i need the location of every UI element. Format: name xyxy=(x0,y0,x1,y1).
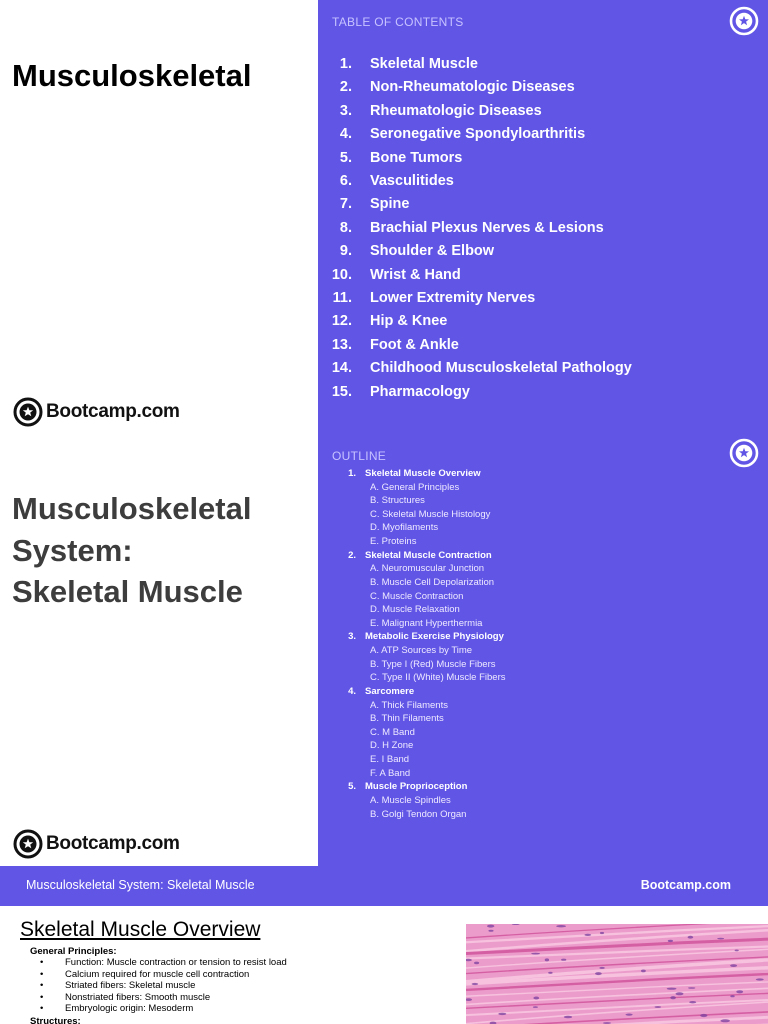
outline-section-number: 2. xyxy=(348,549,356,561)
bullet-item xyxy=(40,980,440,991)
outline-subitem: A. ATP Sources by Time xyxy=(370,645,473,657)
structures-heading: Structures: xyxy=(30,1016,81,1024)
toc-item[interactable] xyxy=(318,103,768,123)
bullet-text: Nonstriated fibers: Smooth muscle xyxy=(65,991,211,1003)
outline-subitem: C. Muscle Contraction xyxy=(370,590,464,602)
toc-item-number: 11. xyxy=(332,290,352,306)
outline-section xyxy=(318,468,768,481)
toc-item[interactable] xyxy=(318,150,768,170)
outline-section xyxy=(318,631,768,644)
outline-section-title: Skeletal Muscle Contraction xyxy=(365,549,492,561)
toc-item-label: Rheumatologic Diseases xyxy=(370,102,542,119)
logo-text: Bootcamp.com xyxy=(46,401,180,422)
outline-section-title: Skeletal Muscle Overview xyxy=(365,468,481,479)
outline-section-title: Muscle Proprioception xyxy=(365,781,468,793)
outline-section-number: 5. xyxy=(348,781,356,793)
outline-subitem: B. Muscle Cell Depolarization xyxy=(370,576,495,588)
toc-item-label: Skeletal Muscle xyxy=(370,56,478,72)
toc-item-label: Foot & Ankle xyxy=(370,336,459,353)
outline-subitem: F. A Band xyxy=(370,767,411,779)
outline-subitem: C. Skeletal Muscle Histology xyxy=(370,508,491,520)
outline-heading: OUTLINE xyxy=(332,449,387,463)
outline-section xyxy=(318,781,768,794)
outline-section-number: 1. xyxy=(348,468,356,479)
toc-heading: TABLE OF CONTENTS xyxy=(332,15,464,29)
toc-item-label: Pharmacology xyxy=(370,383,470,400)
star-circle-icon xyxy=(13,829,43,859)
toc-panel xyxy=(318,0,768,433)
toc-item-label: Spine xyxy=(370,196,410,213)
bullet-dot: • xyxy=(40,980,44,992)
bullet-text: Striated fibers: Skeletal muscle xyxy=(65,980,196,992)
bullet-text: Embryologic origin: Mesoderm xyxy=(65,1003,194,1015)
star-badge-icon xyxy=(729,6,759,36)
toc-item-label: Non-Rheumatologic Diseases xyxy=(370,79,575,96)
bootcamp-logo xyxy=(13,829,180,859)
footer-document-title: Musculoskeletal System: Skeletal Muscle xyxy=(26,878,255,892)
toc-item[interactable] xyxy=(318,56,768,76)
footer-site-name: Bootcamp.com xyxy=(640,878,731,892)
outline-panel xyxy=(318,433,768,866)
outline-section xyxy=(318,550,768,563)
outline-list xyxy=(318,468,768,858)
bullet-item xyxy=(40,969,440,980)
toc-item-number: 10. xyxy=(331,266,352,283)
toc-item[interactable] xyxy=(318,384,768,404)
toc-item-number: 6. xyxy=(339,173,352,189)
toc-item[interactable] xyxy=(318,220,768,240)
toc-item[interactable] xyxy=(318,243,768,263)
toc-item[interactable] xyxy=(318,337,768,357)
toc-item-label: Hip & Knee xyxy=(370,313,448,330)
histology-image xyxy=(466,924,768,1024)
toc-item-number: 4. xyxy=(339,126,352,143)
bullet-dot: • xyxy=(40,968,44,980)
toc-item[interactable] xyxy=(318,313,768,333)
bullet-dot: • xyxy=(40,957,44,968)
outline-subitem: C. Type II (White) Muscle Fibers xyxy=(370,672,506,684)
toc-item-number: 3. xyxy=(339,102,352,119)
toc-item-number: 1. xyxy=(339,56,352,72)
outline-subitem: A. Muscle Spindles xyxy=(370,794,451,806)
toc-item-label: Seronegative Spondyloarthritis xyxy=(370,126,586,143)
outline-subitem: C. M Band xyxy=(370,726,415,738)
toc-item-label: Wrist & Hand xyxy=(370,266,461,283)
bullet-item xyxy=(40,1003,440,1014)
bullet-text: Function: Muscle contraction or tension to resist load xyxy=(65,957,287,968)
toc-item-label: Bone Tumors xyxy=(370,149,463,166)
cover-title: Musculoskeletal xyxy=(12,58,252,93)
bootcamp-logo xyxy=(13,397,180,427)
toc-item-label: Lower Extremity Nerves xyxy=(370,290,536,306)
toc-item-number: 9. xyxy=(339,243,352,260)
star-badge-icon xyxy=(729,438,759,468)
outline-subitem: D. Muscle Relaxation xyxy=(370,604,460,616)
outline-subitem: E. Proteins xyxy=(370,536,417,548)
outline-section-title: Sarcomere xyxy=(365,685,415,697)
toc-item[interactable] xyxy=(318,79,768,99)
outline-subitem: D. Myofilaments xyxy=(370,522,439,534)
toc-item-number: 14. xyxy=(331,360,352,377)
outline-subitem: A. General Principles xyxy=(370,481,460,493)
outline-subitem: E. Malignant Hyperthermia xyxy=(370,617,483,629)
section-title-line1: Musculoskeletal xyxy=(12,491,252,526)
outline-subitem: A. Thick Filaments xyxy=(370,699,448,711)
outline-subitem: E. I Band xyxy=(370,754,410,766)
toc-item[interactable] xyxy=(318,290,768,310)
toc-item[interactable] xyxy=(318,173,768,193)
toc-item[interactable] xyxy=(318,360,768,380)
toc-item-number: 8. xyxy=(339,219,352,236)
page-title: Skeletal Muscle Overview xyxy=(20,918,261,941)
toc-item-label: Vasculitides xyxy=(370,173,454,189)
content-page xyxy=(0,906,768,1024)
footer-bar xyxy=(0,866,768,906)
outline-section-number: 4. xyxy=(348,685,356,697)
toc-item-number: 13. xyxy=(331,336,352,353)
toc-item-number: 5. xyxy=(339,149,352,166)
section-title-line2: System: xyxy=(12,533,133,568)
toc-item[interactable] xyxy=(318,196,768,216)
bullet-dot: • xyxy=(40,1003,44,1015)
outline-subitem: D. H Zone xyxy=(370,740,414,752)
star-circle-icon xyxy=(13,397,43,427)
outline-section-title: Metabolic Exercise Physiology xyxy=(365,631,504,643)
toc-item-number: 2. xyxy=(339,79,352,96)
outline-subitem: B. Type I (Red) Muscle Fibers xyxy=(370,658,496,670)
logo-text: Bootcamp.com xyxy=(46,833,180,854)
slide-cover xyxy=(0,0,318,433)
toc-item-number: 15. xyxy=(331,383,352,400)
outline-subitem: B. Golgi Tendon Organ xyxy=(370,808,467,820)
toc-item-label: Childhood Musculoskeletal Pathology xyxy=(370,360,632,377)
bullet-dot: • xyxy=(40,991,44,1003)
toc-item-number: 7. xyxy=(339,196,352,213)
outline-subitem: B. Thin Filaments xyxy=(370,713,444,725)
section-title-line3: Skeletal Muscle xyxy=(12,574,243,609)
bullet-text: Calcium required for muscle cell contraction xyxy=(65,968,250,980)
bullet-item xyxy=(40,992,440,1003)
toc-item-label: Shoulder & Elbow xyxy=(370,243,495,260)
toc-item-label: Brachial Plexus Nerves & Lesions xyxy=(370,219,604,236)
outline-subitem: B. Structures xyxy=(370,495,425,507)
toc-item[interactable] xyxy=(318,267,768,287)
general-principles-heading: General Principles: xyxy=(30,946,117,957)
toc-item[interactable] xyxy=(318,126,768,146)
outline-subitem: A. Neuromuscular Junction xyxy=(370,563,485,575)
toc-item-number: 12. xyxy=(331,313,352,330)
outline-section xyxy=(318,686,768,699)
outline-section-number: 3. xyxy=(348,631,356,643)
slide-section-title xyxy=(0,433,318,866)
bullet-item xyxy=(40,957,440,968)
